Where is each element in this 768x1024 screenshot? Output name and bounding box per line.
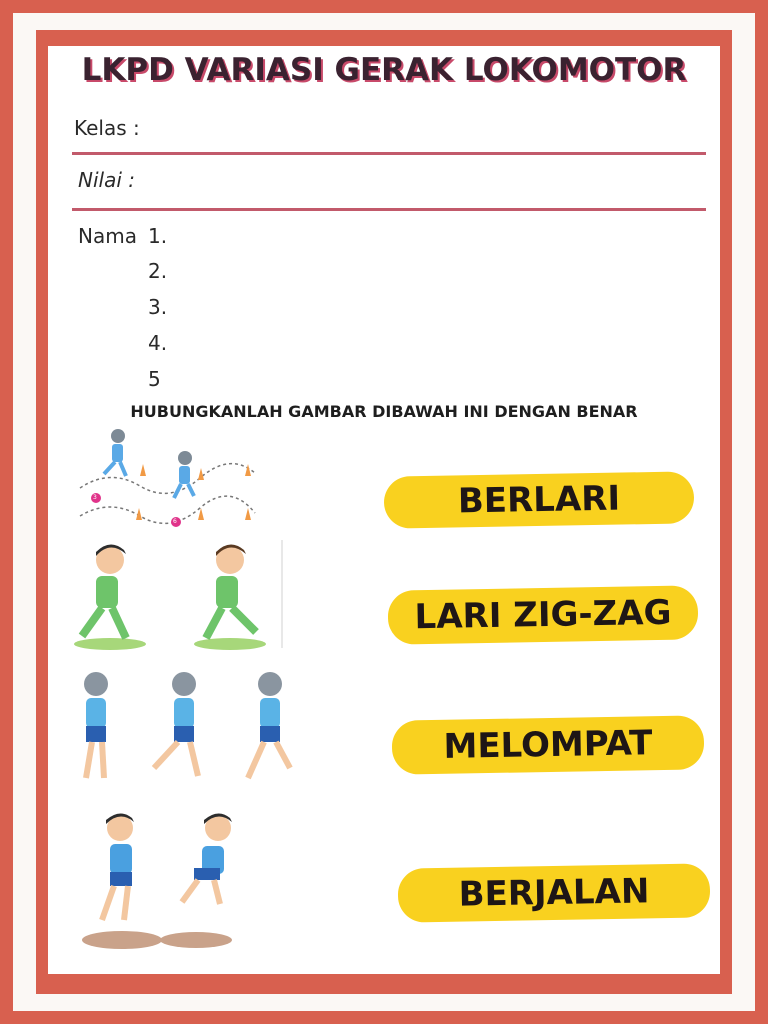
nilai-label: Nilai : bbox=[78, 168, 135, 192]
marker-label-6: 6 bbox=[173, 518, 177, 525]
answer-melompat[interactable]: MELOMPAT bbox=[392, 715, 705, 774]
kelas-underline bbox=[72, 152, 706, 155]
nama-number-2: 2. bbox=[148, 259, 168, 283]
nama-number-1: 1. bbox=[148, 224, 168, 248]
instruction-text: HUBUNGKANLAH GAMBAR DIBAWAH INI DENGAN BENAR bbox=[130, 402, 638, 421]
running-boy-illustration bbox=[70, 540, 290, 650]
answer-lari-zig-zag[interactable]: LARI ZIG-ZAG bbox=[388, 585, 699, 644]
nama-number-4: 4. bbox=[148, 331, 168, 355]
nama-number-3: 3. bbox=[148, 295, 168, 319]
answer-berjalan[interactable]: BERJALAN bbox=[398, 863, 711, 922]
walking-boy-illustration bbox=[64, 668, 300, 798]
jumping-boy-illustration bbox=[76, 806, 276, 954]
running-boy-graphic bbox=[70, 540, 290, 650]
nama-number-5: 5 bbox=[148, 367, 161, 391]
nama-label: Nama bbox=[78, 224, 137, 248]
walking-boy-graphic bbox=[64, 668, 300, 798]
page-title: LKPD VARIASI GERAK LOKOMOTOR bbox=[81, 52, 687, 88]
jumping-boy-graphic bbox=[76, 806, 276, 954]
worksheet-page bbox=[48, 46, 720, 974]
zigzag-run-illustration bbox=[70, 428, 266, 532]
answer-berlari[interactable]: BERLARI bbox=[384, 471, 695, 528]
nilai-underline bbox=[72, 208, 706, 211]
marker-label-3: 3 bbox=[93, 494, 97, 501]
kelas-label: Kelas : bbox=[74, 116, 140, 140]
zigzag-run-graphic bbox=[70, 428, 266, 532]
